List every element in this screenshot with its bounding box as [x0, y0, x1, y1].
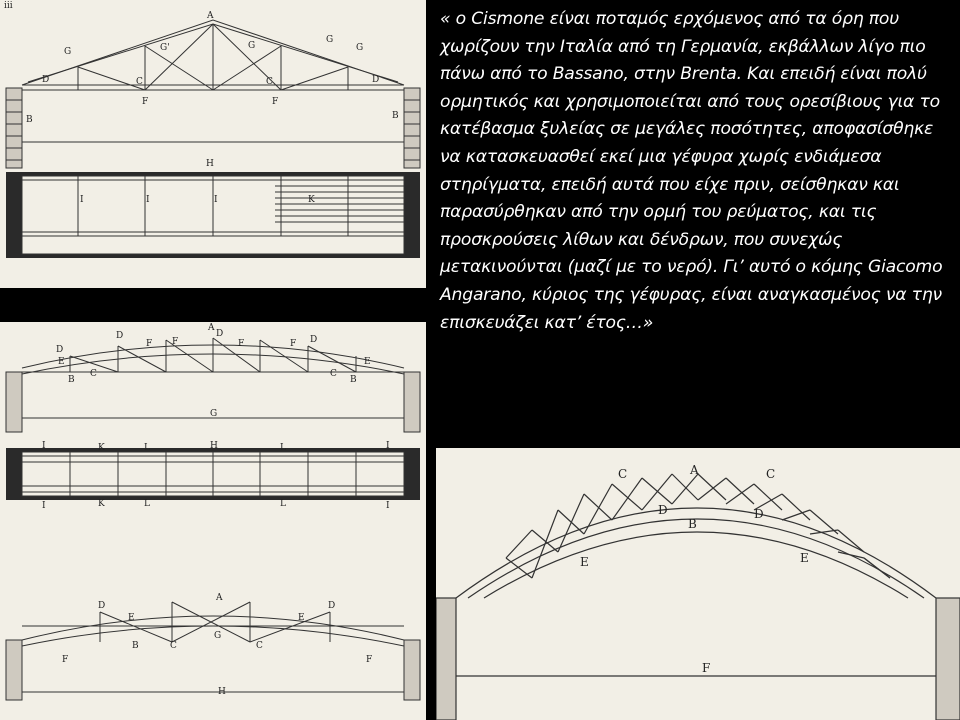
figure-label: A [216, 593, 223, 603]
figure-label: B [392, 111, 399, 121]
arch-bridge-drawing [436, 448, 960, 720]
figure-label: F [172, 337, 179, 347]
bridge-drawing-arch [436, 448, 960, 720]
figure-label: K [98, 499, 105, 509]
figure-label: A [207, 11, 214, 21]
figure-label: A [690, 463, 699, 477]
figure-label: D [56, 345, 64, 355]
figure-label: H [218, 687, 226, 697]
figure-label: I [42, 501, 46, 511]
truss-bridge-drawing [0, 0, 426, 288]
figure-label: C [766, 467, 776, 481]
figure-label: I [214, 195, 218, 205]
figure-label: G [356, 43, 364, 53]
figure-label: F [146, 339, 153, 349]
figure-label: I [80, 195, 84, 205]
figure-label: F [62, 655, 69, 665]
figure-label: I [146, 195, 150, 205]
quote-text: « ο Cismone είναι ποταμός ερχόμενος από τα όρη που χωρίζουν την Ιταλία από τη Γερμανία, εκβάλλων λίγο πιο πάνω από το Bassano, στην Brenta. Και επειδή είναι πολύ ορμητικός και χρησιμοποιείται από τους ορεσίβιους για το κατέβασμα ξυλείας σε μεγάλες ποσότητες, αποφασίσθηκε να κατασκευασθεί εκεί μια γέφυρα χωρίς ενδιάμεσα στηρίγματα, επειδή αυτά που είχε πριν, σείσθηκαν και παρασύρθηκαν από την ορμή του ρεύματος, και τις προσκρούσεις λίθων και δένδρων, που συνεχώς μετακινούνται (μαζί με το νερό). Γι’ αυτό ο κόμης Giacomo Angarano, κύριος της γέφυρας, είναι αναγκασμένος να την επισκευάζει κατ’ έτος…» [440, 9, 943, 333]
figure-label: F [702, 661, 711, 675]
figure-label: D [98, 601, 106, 611]
figure-label: B [68, 375, 75, 385]
figure-label: C [90, 369, 97, 379]
figure-label: B [350, 375, 357, 385]
figure-label: L [144, 443, 150, 453]
figure-label: D [372, 75, 380, 85]
figure-label: D [658, 503, 668, 517]
figure-label: B [26, 115, 33, 125]
figure-label: E [580, 555, 589, 569]
figure-label: F [366, 655, 373, 665]
bridge-drawing-arch-trusses [0, 322, 426, 720]
figure-label: D [310, 335, 318, 345]
figure-label: E [128, 613, 135, 623]
figure-label: B [132, 641, 139, 651]
figure-label: A [208, 323, 215, 333]
figure-label: C [618, 467, 628, 481]
figure-label: B [688, 517, 697, 531]
figure-label: D [216, 329, 224, 339]
figure-label: C [170, 641, 177, 651]
figure-label: F [290, 339, 297, 349]
figure-label: G [64, 47, 72, 57]
figure-label: D [754, 507, 764, 521]
figure-label: E [58, 357, 65, 367]
figure-label: I [386, 441, 390, 451]
figure-label: L [144, 499, 150, 509]
figure-label: G [248, 41, 256, 51]
figure-label: I [386, 501, 390, 511]
figure-label: G [326, 35, 334, 45]
figure-label: E [800, 551, 809, 565]
figure-label: K [308, 195, 315, 205]
figure-label: I [42, 441, 46, 451]
figure-label: G [214, 631, 222, 641]
figure-label: H [210, 441, 218, 451]
figure-label: G' [160, 43, 170, 53]
figure-label: F [272, 97, 279, 107]
bridge-drawing-truss-plan [0, 0, 426, 288]
figure-label: F [142, 97, 149, 107]
page-number: iii [4, 1, 13, 11]
figure-label: D [116, 331, 124, 341]
figure-label: D [42, 75, 50, 85]
figure-label: E [298, 613, 305, 623]
figure-label: K [98, 443, 105, 453]
figure-label: G [210, 409, 218, 419]
figure-label: C [330, 369, 337, 379]
figure-label: F [238, 339, 245, 349]
figure-label: E [364, 357, 371, 367]
figure-label: L [280, 499, 286, 509]
figure-label: C [266, 77, 273, 87]
figure-label: D [328, 601, 336, 611]
figure-label: H [206, 159, 214, 169]
arch-truss-bridges-drawing [0, 322, 426, 720]
figure-label: L [280, 443, 286, 453]
figure-label: C [136, 77, 143, 87]
figure-label: C [256, 641, 263, 651]
